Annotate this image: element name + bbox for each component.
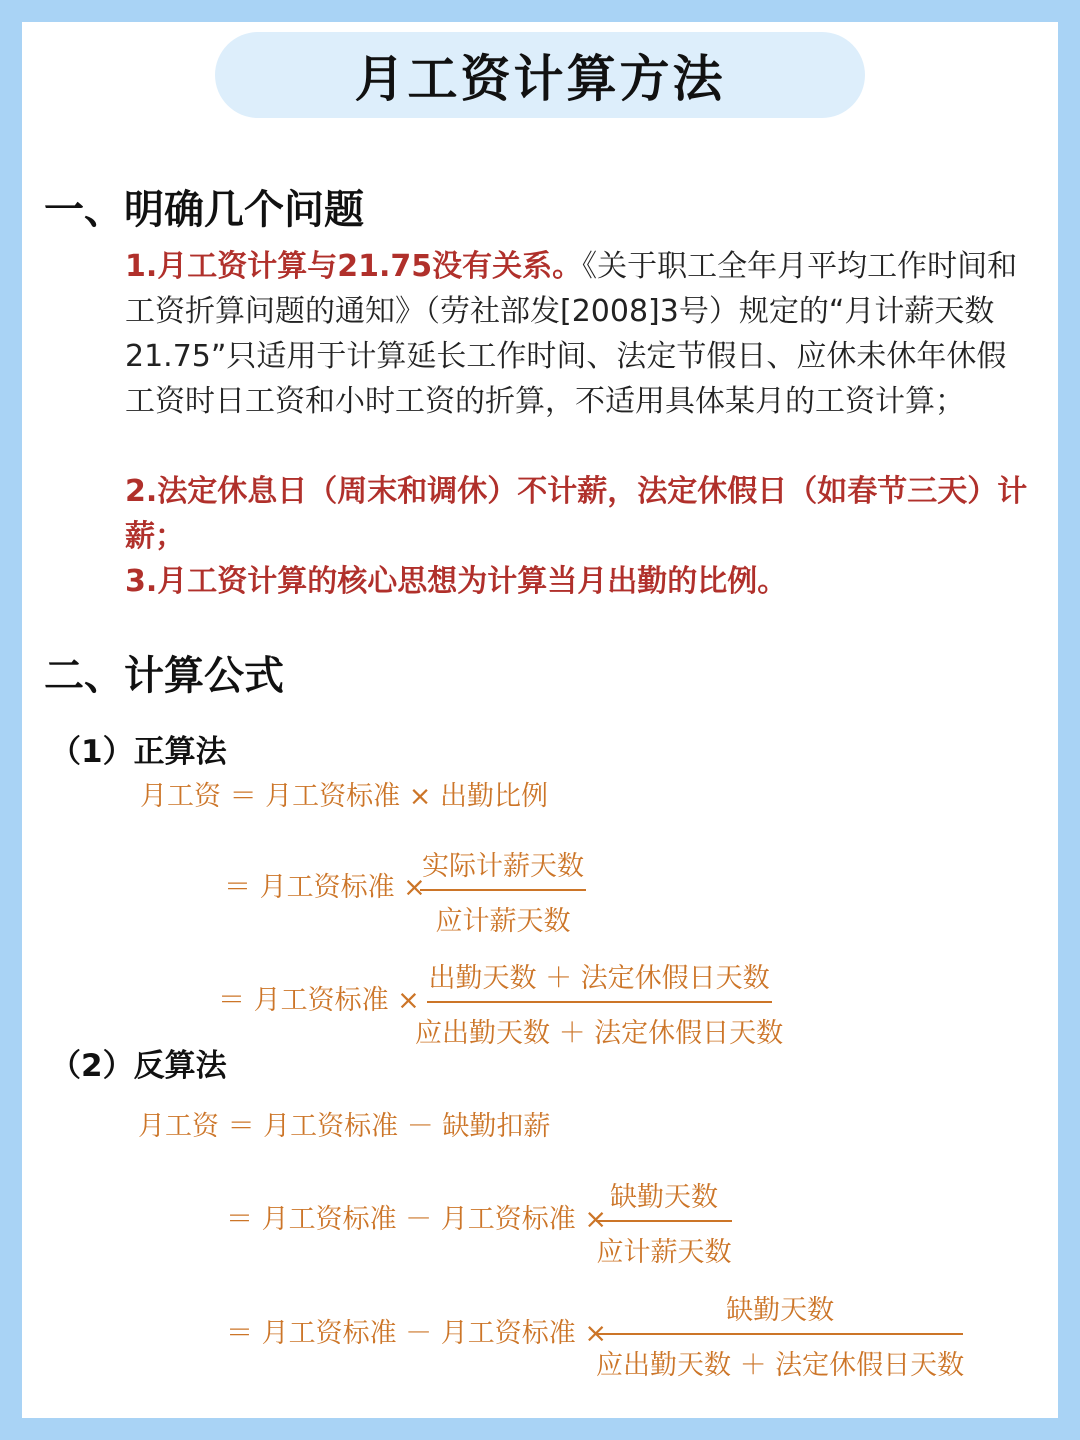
- point-1: [125, 244, 1035, 424]
- title-banner: [215, 32, 865, 118]
- method2-heading: （2）反算法: [50, 1048, 227, 1084]
- method1-formula-line3-fraction: [415, 956, 783, 1050]
- method1-formula-line3-prefix: ＝ 月工资标准 ×: [218, 985, 420, 1016]
- section2-heading: 二、计算公式: [44, 653, 284, 699]
- fraction-numerator: 出勤天数 ＋ 法定休假日天数: [427, 956, 772, 1003]
- point-3: 3.月工资计算的核心思想为计算当月出勤的比例。: [125, 564, 788, 599]
- fraction-numerator: 缺勤天数: [596, 1175, 732, 1222]
- method2-formula-line3-fraction: [596, 1288, 964, 1382]
- fraction-numerator: 缺勤天数: [597, 1288, 963, 1335]
- method1-heading: （1）正算法: [50, 734, 227, 770]
- point-1-emphasis: 1.月工资计算与21.75没有关系。: [125, 249, 583, 284]
- method2-formula-line2-fraction: [596, 1175, 732, 1269]
- fraction-numerator: 实际计薪天数: [420, 844, 586, 891]
- point-1-text: 《关于职工全年月平均工作时间和工资折算问题的通知》（劳社部发[2008]3号）规定的“月计薪天数21.75”只适用于计算延长工作时间、法定节假日、应休未休年休假工资时日工资和小时工资的折算，不适用具体某月的工资计算；: [125, 249, 1018, 419]
- fraction-denominator: 应计薪天数: [435, 906, 571, 937]
- method1-formula-line2-prefix: ＝ 月工资标准 ×: [224, 872, 426, 903]
- method1-formula-line1: 月工资 ＝ 月工资标准 × 出勤比例: [140, 781, 548, 812]
- content-card: [22, 22, 1058, 1418]
- fraction-denominator: 应出勤天数 ＋ 法定休假日天数: [596, 1350, 965, 1381]
- section1-heading: 一、明确几个问题: [44, 187, 364, 233]
- method2-formula-line3-prefix: ＝ 月工资标准 － 月工资标准 ×: [226, 1318, 607, 1349]
- method2-formula-line1: 月工资 ＝ 月工资标准 － 缺勤扣薪: [138, 1111, 551, 1142]
- fraction-denominator: 应计薪天数: [596, 1237, 732, 1268]
- point-2: 2.法定休息日（周末和调休）不计薪，法定休假日（如春节三天）计薪；: [125, 474, 1028, 554]
- fraction-denominator: 应出勤天数 ＋ 法定休假日天数: [415, 1018, 784, 1049]
- page-title: 月工资计算方法: [354, 50, 726, 108]
- method1-formula-line2-fraction: [420, 844, 586, 938]
- method2-formula-line2-prefix: ＝ 月工资标准 － 月工资标准 ×: [226, 1204, 607, 1235]
